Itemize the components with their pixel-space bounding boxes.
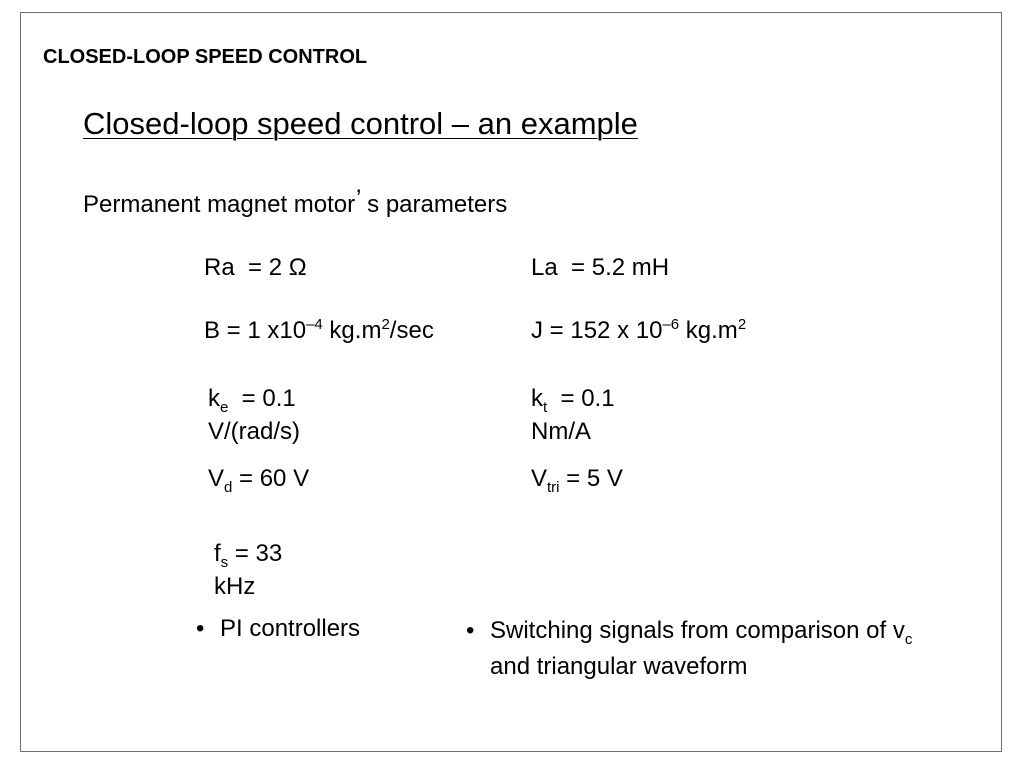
param-fs-symbol: f bbox=[214, 540, 221, 567]
param-la-value: = 5.2 mH bbox=[557, 254, 670, 281]
bullet-switching-text bbox=[490, 614, 946, 683]
param-ke-unit: V/(rad/s) bbox=[208, 418, 301, 445]
param-kt-unit: Nm/A bbox=[531, 418, 591, 445]
param-b-unit-exponent: 2 bbox=[381, 316, 390, 333]
param-b-lead: B = 1 x10 bbox=[204, 317, 307, 344]
bullet-switching-signals bbox=[466, 614, 946, 683]
param-j-unit: kg.m bbox=[679, 317, 738, 344]
bullet-switching-subscript: c bbox=[904, 631, 913, 648]
param-ra-name: Ra bbox=[204, 254, 235, 281]
param-ke-symbol: k bbox=[208, 385, 220, 412]
param-b bbox=[204, 317, 434, 345]
param-kt-symbol: k bbox=[531, 385, 543, 412]
param-fs bbox=[214, 540, 283, 571]
param-j bbox=[531, 317, 746, 345]
param-vd-value: = 60 V bbox=[232, 465, 310, 492]
bullet-switching-text-end: and triangular waveform bbox=[490, 653, 748, 680]
param-vtri bbox=[531, 465, 623, 496]
param-vd-symbol: V bbox=[208, 465, 225, 492]
param-j-lead: J = 152 x 10 bbox=[531, 317, 663, 344]
param-vtri-value: = 5 V bbox=[559, 465, 623, 492]
subtitle-text-end: s parameters bbox=[360, 191, 508, 218]
param-vtri-subscript: tri bbox=[547, 479, 560, 496]
subtitle-text: Permanent magnet motor bbox=[83, 191, 357, 218]
param-b-unit: kg.m bbox=[322, 317, 382, 344]
param-vd-subscript: d bbox=[224, 479, 233, 496]
param-b-exponent: –4 bbox=[306, 316, 323, 333]
param-ke-subscript: e bbox=[220, 399, 229, 416]
bullet-pi-text: PI controllers bbox=[220, 615, 361, 642]
param-kt-value: = 0.1 bbox=[547, 385, 615, 412]
bullet-marker: • bbox=[196, 615, 205, 642]
bullet-switching-text-start: Switching signals from comparison of v bbox=[490, 617, 905, 644]
param-la bbox=[531, 254, 669, 282]
param-ke bbox=[208, 385, 296, 416]
param-kt bbox=[531, 385, 615, 416]
slide-header: CLOSED-LOOP SPEED CONTROL bbox=[43, 46, 368, 68]
param-vd bbox=[208, 465, 310, 496]
slide-title: Closed-loop speed control – an example bbox=[83, 106, 638, 141]
parameters-subtitle bbox=[83, 185, 508, 219]
param-vtri-symbol: V bbox=[531, 465, 548, 492]
param-j-unit-exponent: 2 bbox=[737, 316, 747, 333]
subtitle-apostrophe: ’ bbox=[356, 185, 361, 212]
param-b-unit-tail: /sec bbox=[389, 317, 434, 344]
param-la-name: La bbox=[531, 254, 558, 281]
param-kt-subscript: t bbox=[543, 399, 548, 416]
param-ra bbox=[204, 254, 307, 282]
param-fs-subscript: s bbox=[220, 554, 229, 571]
bullet-pi-controllers bbox=[196, 612, 436, 645]
param-ra-value: = 2 Ω bbox=[234, 254, 307, 281]
param-fs-value: = 33 bbox=[228, 540, 283, 567]
param-j-exponent: –6 bbox=[662, 316, 680, 333]
param-ke-value: = 0.1 bbox=[228, 385, 296, 412]
param-fs-unit: kHz bbox=[214, 573, 256, 600]
bullet-marker: • bbox=[466, 617, 475, 644]
